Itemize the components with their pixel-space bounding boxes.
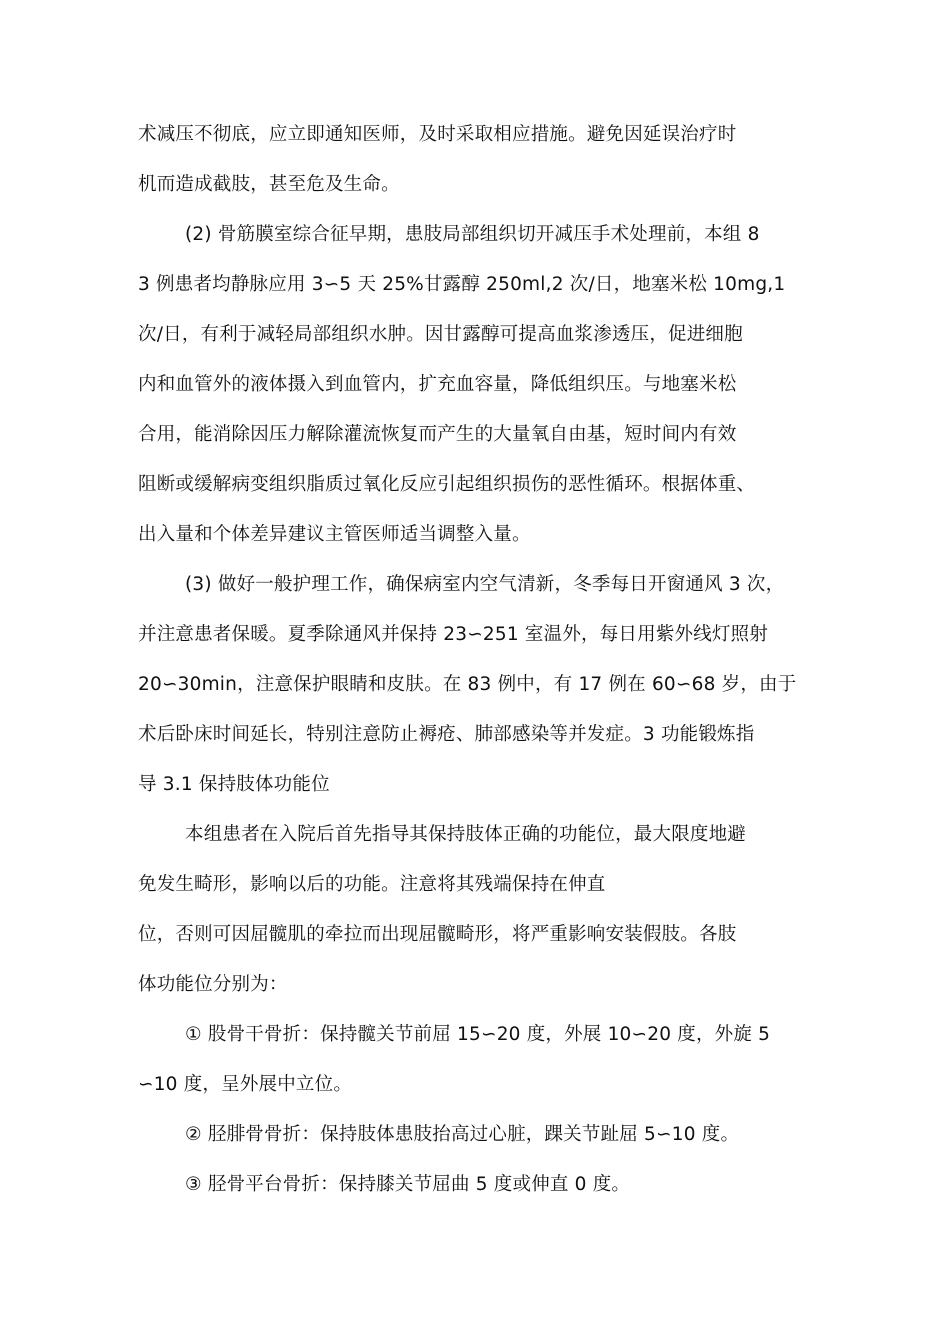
text-line: 出入量和个体差异建议主管医师适当调整入量。 [138, 524, 531, 545]
text-line: 合用，能消除因压力解除灌流恢复而产生的大量氧自由基，短时间内有效 [138, 424, 737, 445]
text-line: 机而造成截肢，甚至危及生命。 [138, 174, 400, 195]
text-line: 内和血管外的液体摄入到血管内，扩充血容量，降低组织压。与地塞米松 [138, 374, 737, 395]
text-line: 次/日，有利于减轻局部组织水肿。因甘露醇可提高血浆渗透压，促进细胞 [138, 324, 743, 345]
text-line: ① 股骨干骨折：保持髋关节前屈 15∽20 度，外展 10∽20 度，外旋 5 [185, 1024, 771, 1045]
text-line: 位，否则可因屈髋肌的牵拉而出现屈髋畸形，将严重影响安装假肢。各肢 [138, 924, 737, 945]
text-line: ② 胫腓骨骨折：保持肢体患肢抬高过心脏，踝关节趾屈 5∽10 度。 [185, 1124, 740, 1145]
text-line: 导 3.1 保持肢体功能位 [138, 774, 330, 795]
text-line: 3 例患者均静脉应用 3∽5 天 25%甘露醇 250ml,2 次/日，地塞米松 10mg,1 [138, 274, 786, 295]
text-line: ∽10 度，呈外展中立位。 [138, 1074, 353, 1095]
text-line: 术后卧床时间延长，特别注意防止褥疮、肺部感染等并发症。3 功能锻炼指 [138, 724, 755, 745]
text-line: 术减压不彻底，应立即通知医师，及时采取相应措施。避免因延误治疗时 [138, 124, 737, 145]
text-line: 免发生畸形，影响以后的功能。注意将其残端保持在伸直 [138, 874, 606, 895]
text-line: 本组患者在入院后首先指导其保持肢体正确的功能位，最大限度地避 [185, 824, 747, 845]
text-line: 并注意患者保暖。夏季除通风并保持 23∽251 室温外，每日用紫外线灯照射 [138, 624, 769, 645]
text-line: 20∽30min，注意保护眼睛和皮肤。在 83 例中，有 17 例在 60∽68 岁，由于 [138, 674, 797, 695]
text-line: 体功能位分别为： [138, 974, 288, 995]
text-line: (2) 骨筋膜室综合征早期，患肢局部组织切开减压手术处理前，本组 8 [185, 224, 760, 245]
text-line: ③ 胫骨平台骨折：保持膝关节屈曲 5 度或伸直 0 度。 [185, 1174, 631, 1195]
text-line: (3) 做好一般护理工作，确保病室内空气清新，冬季每日开窗通风 3 次， [185, 574, 785, 595]
text-line: 阻断或缓解病变组织脂质过氧化反应引起组织损伤的恶性循环。根据体重、 [138, 474, 756, 495]
